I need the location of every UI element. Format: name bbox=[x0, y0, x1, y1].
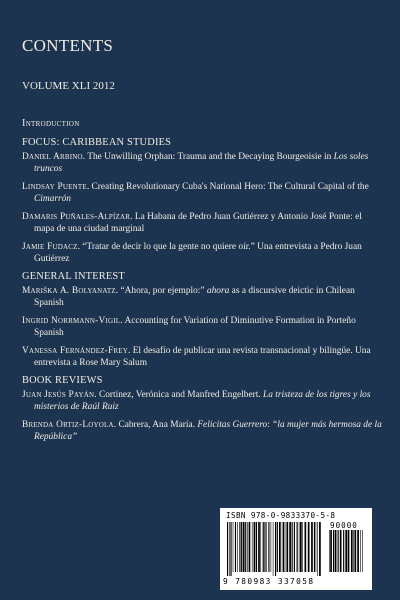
toc-entry bbox=[22, 181, 384, 205]
entry-text: . La Habana de Pedro Juan Gutiérrez y Antonio José Ponte: el mapa de una ciudad marginal bbox=[34, 212, 362, 234]
introduction-entry: Introduction bbox=[22, 118, 80, 129]
toc-section bbox=[22, 271, 384, 369]
entry-title-italic: Los soles truncos bbox=[34, 152, 369, 174]
section-heading: FOCUS: CARIBBEAN STUDIES bbox=[22, 137, 172, 148]
toc-section bbox=[22, 137, 384, 265]
section-list bbox=[22, 137, 384, 449]
entry-text: . El desafío de publicar una revista transnacional y bilingüe. Una entrevista a Rose Mary Salum bbox=[34, 346, 371, 368]
barcode-label bbox=[220, 508, 372, 590]
entry-title-italic: La tristeza de los tigres y los misterios de Raúl Ruiz bbox=[34, 390, 371, 412]
entry-text: . “Tratar de decir lo que la gente no quiere oír.” Una entrevista a Pedro Juan Gutiérrez bbox=[34, 242, 362, 264]
toc-entry bbox=[22, 315, 384, 339]
addon-barcode-icon bbox=[328, 530, 366, 576]
entry-text: . Cortínez, Verónica and Manfred Engelbert. bbox=[94, 390, 264, 400]
entry-text: as a discursive deictic in Chilean Spanish bbox=[34, 286, 355, 308]
volume-line: VOLUME XLI 2012 bbox=[22, 80, 115, 92]
entry-author: Ingrid Norrmann-Vigil bbox=[22, 316, 121, 326]
section-heading: BOOK REVIEWS bbox=[22, 375, 103, 386]
toc-entry bbox=[22, 345, 384, 369]
entry-text: . Cabrera, Ana María. bbox=[113, 420, 198, 430]
toc-entry bbox=[22, 389, 384, 413]
entry-author: Brenda Ortiz-Loyola bbox=[22, 420, 114, 430]
toc-entry bbox=[22, 151, 384, 175]
ean-digits-text: 9 780983 337058 bbox=[223, 577, 315, 586]
isbn-text: ISBN 978-0-9833370-5-8 bbox=[226, 511, 336, 520]
entry-author: Juan Jesús Payán bbox=[22, 390, 95, 400]
entry-text: . Accounting for Variation of Diminutive Formation in Porteño Spanish bbox=[34, 316, 356, 338]
toc-section bbox=[22, 375, 384, 443]
toc-entry bbox=[22, 285, 384, 309]
entry-text: : bbox=[267, 420, 273, 430]
entry-author: Jamie Fudacz bbox=[22, 242, 78, 252]
section-heading: GENERAL INTEREST bbox=[22, 271, 125, 282]
ean-barcode-icon bbox=[226, 522, 322, 576]
entry-text: . “Ahora, por ejemplo:” bbox=[115, 286, 207, 296]
entry-title-italic: “la mujer más hermosa de la República” bbox=[34, 420, 382, 442]
entry-title-italic: Cimarrón bbox=[34, 194, 71, 204]
entry-author: Mariška A. Bolyanatz bbox=[22, 286, 116, 296]
toc-entry bbox=[22, 241, 384, 265]
entry-text: . Creating Revolutionary Cuba's National Hero: The Cultural Capital of the bbox=[86, 182, 369, 192]
entry-title-italic: ahora bbox=[206, 286, 230, 296]
entry-author: Lindsay Puente bbox=[22, 182, 87, 192]
entry-title-italic: Felicitas Guerrero bbox=[197, 420, 268, 430]
entry-text: . The Unwilling Orphan: Trauma and the Decaying Bourgeoisie in bbox=[82, 152, 334, 162]
price-addon-digits: 90000 bbox=[330, 521, 358, 530]
entry-author: Damaris Puñales-Alpízar bbox=[22, 212, 131, 222]
entry-author: Vanessa Fernández-Frey bbox=[22, 346, 129, 356]
toc-entry bbox=[22, 211, 384, 235]
page-title: CONTENTS bbox=[22, 36, 114, 55]
entry-author: Daniel Arbino bbox=[22, 152, 83, 162]
toc-entry bbox=[22, 419, 384, 443]
